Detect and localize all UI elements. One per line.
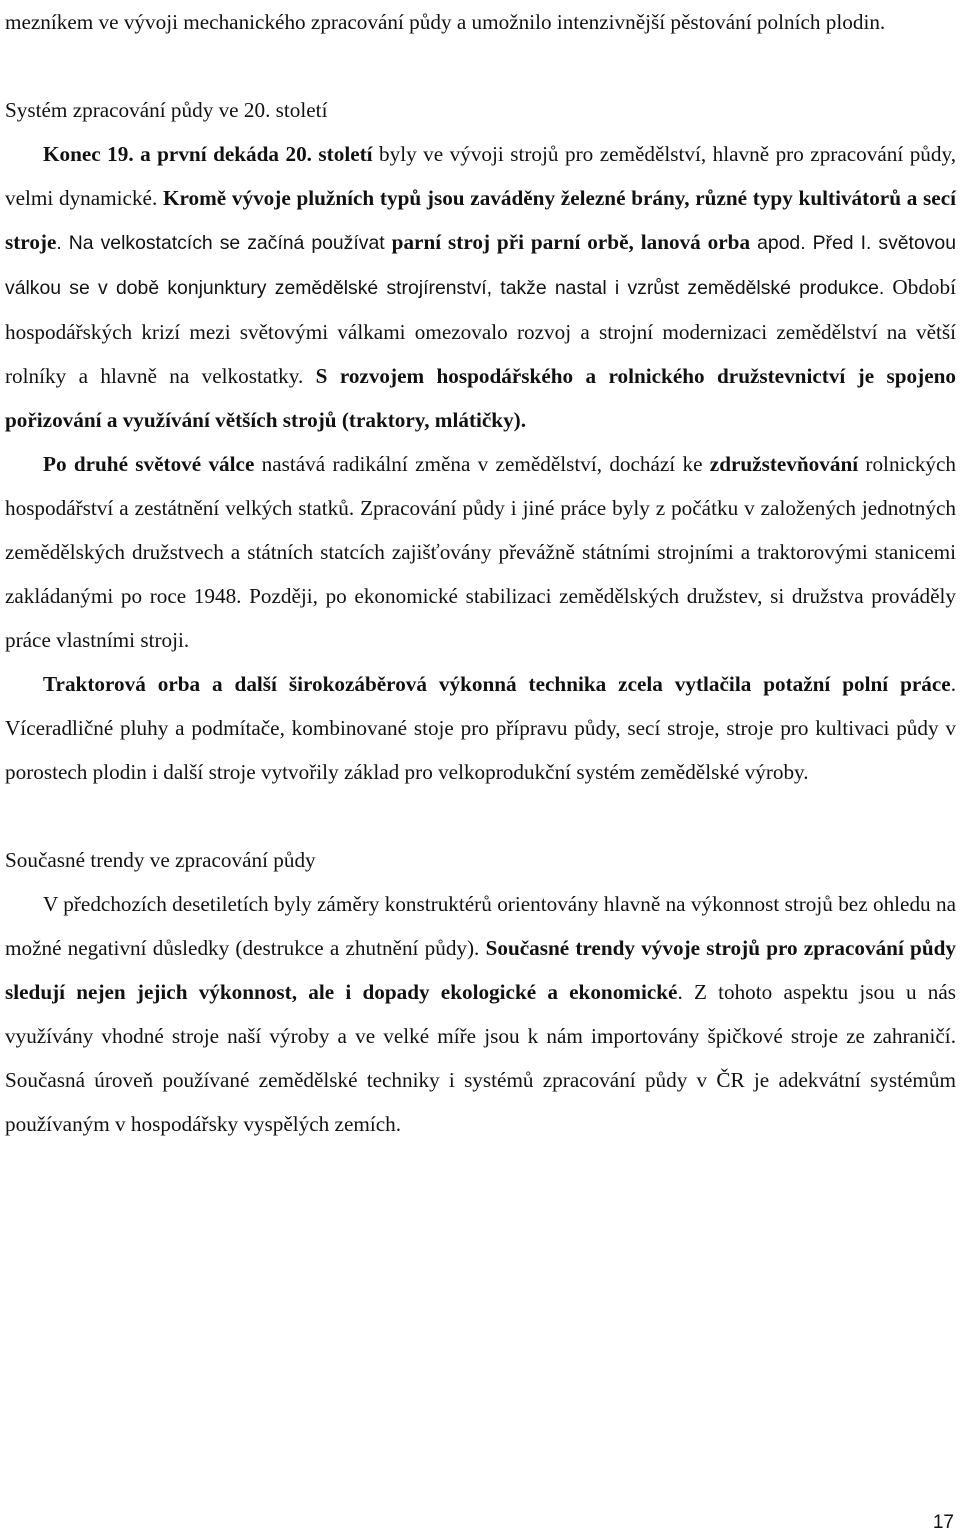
text-run-bold: Kromě vývoje plužních typů jsou zaváděny železné brány, různé typy kultivátorů a secí stroje [5,186,956,254]
blank-line [5,44,956,88]
text-run: . Na velkostatcích se začíná používat [56,232,392,254]
paragraph-tractor-plowing [5,662,956,794]
paragraph-current-trends [5,882,956,1146]
section-heading-current-trends: Současné trendy ve zpracování půdy [5,848,316,872]
paragraph-after-ww2 [5,442,956,662]
page-number: 17 [932,1512,954,1533]
text-run-bold: Po druhé světové válce [43,452,255,476]
section-heading-20th-century: Systém zpracování půdy ve 20. století [5,98,328,122]
text-run: . Víceradličné pluhy a podmítače, kombinované stoje pro přípravu půdy, secí stroje, stroje pro kultivaci půdy v porostech plodin i další stroje vytvořily základ pro velkoprodukční systém zemědělské výroby. [5,672,956,784]
text-run: . Z tohoto aspektu jsou u nás využívány vhodné stroje naší výroby a ve velké míře jsou k nám importovány špičkové stroje ze zahraničí. Současná úroveň používané zemědělské techniky i systémů zpracování půdy v ČR je adekvátní systémům používaným v hospodářsky vyspělých zemích. [5,980,956,1136]
paragraph-20th-century [5,132,956,442]
text-run: nastává radikální změna v zemědělství, dochází ke [254,452,710,476]
text-run-bold: S rozvojem hospodářského a rolnického družstevnictví je spojeno pořizování a využívání větších strojů (traktory, mlátičky). [5,364,956,432]
text-run-bold: Traktorová orba a další širokozáběrová výkonná technika zcela vytlačila potažní polní práce [43,672,951,696]
blank-line [5,794,956,838]
text-run: mezníkem ve vývoji mechanického zpracování půdy a umožnilo intenzivnější pěstování polních plodin. [5,10,886,34]
text-run: rolnických hospodářství a zestátnění velkých statků. Zpracování půdy i jiné práce byly z počátku v založených jednotných zemědělských družstvech a státních statcích zajišťovány převážně státními strojními a traktorovými stanicemi zakládanými po roce 1948. Později, po ekonomické stabilizaci zemědělských družstev, si družstva prováděly práce vlastními stroji. [5,452,957,652]
text-run-bold: Současné trendy vývoje strojů pro zpracování půdy sledují nejen jejich výkonnost, ale i dopady ekologické a ekonomické [5,936,956,1004]
text-run: V předchozích desetiletích byly záměry konstruktérů orientovány hlavně na výkonnost strojů bez ohledu na možné negativní důsledky (destrukce a zhutnění půdy). [5,892,956,960]
text-run: apod. Před I. světovou válkou se v době konjunktury zemědělské strojírenství, takže nastal i vzrůst zemědělské produkce. [5,232,956,299]
paragraph-intro [5,0,956,44]
text-run-bold: združstevňování [709,452,859,476]
text-run-bold: parní stroj při parní orbě, lanová orba [391,230,751,254]
document-page [5,0,956,1146]
text-run: Období hospodářských krizí mezi světovými válkami omezovalo rozvoj a strojní modernizaci zemědělství na větší rolníky a hlavně na velkostatky. [5,275,956,388]
text-run-bold: Konec 19. a první dekáda 20. století [43,142,373,166]
text-run: byly ve vývoji strojů pro zemědělství, hlavně pro zpracování půdy, velmi dynamické. [5,142,956,210]
